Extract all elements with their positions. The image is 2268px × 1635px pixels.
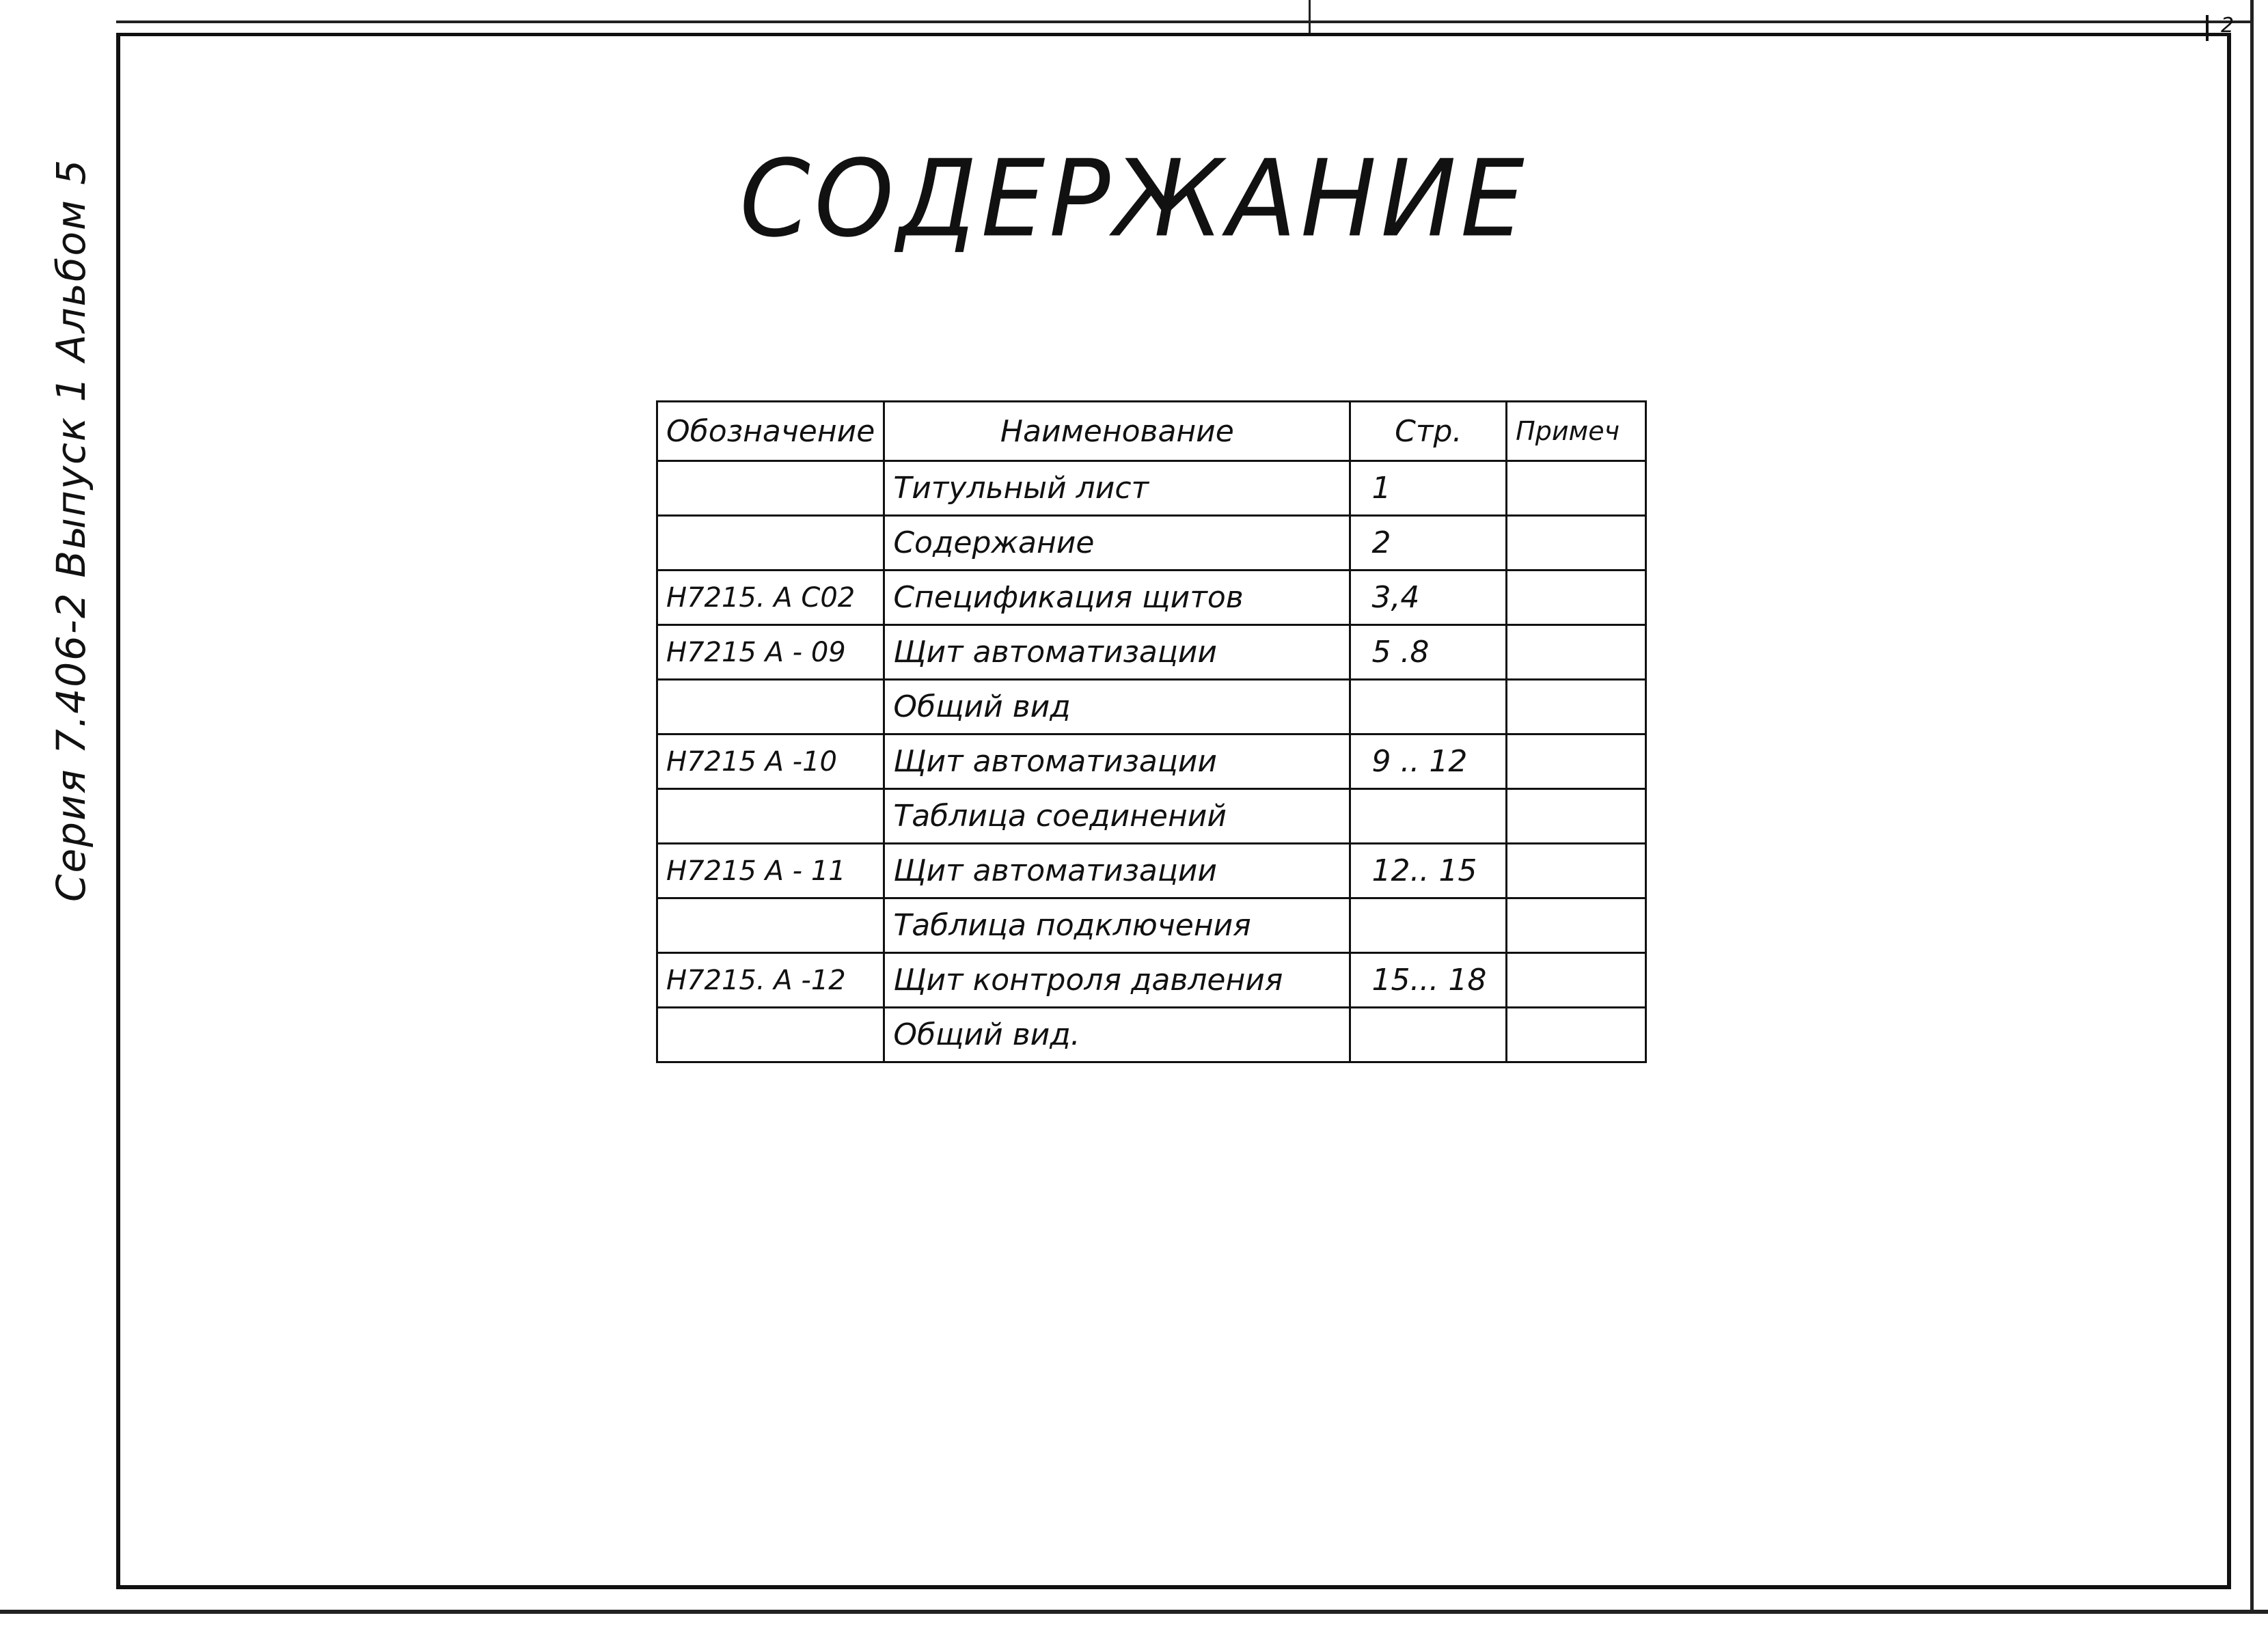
row-name: Общий вид <box>884 680 1350 734</box>
row-page: 5 .8 <box>1350 625 1507 680</box>
row-note <box>1507 516 1646 571</box>
page-title: СОДЕРЖАНИЕ <box>739 137 1529 261</box>
table-row <box>657 571 1646 625</box>
table-row <box>657 953 1646 1008</box>
table-row <box>657 1008 1646 1062</box>
table-row <box>657 461 1646 516</box>
table-header-row <box>657 402 1646 461</box>
row-code <box>657 461 884 516</box>
table-row <box>657 680 1646 734</box>
row-code: Н7215 А - 11 <box>657 844 884 898</box>
row-note <box>1507 844 1646 898</box>
row-code: Н7215 А - 09 <box>657 625 884 680</box>
sheet-top-border <box>116 20 2252 23</box>
row-name: Щит автоматизации <box>884 625 1350 680</box>
table-row <box>657 625 1646 680</box>
row-page <box>1350 789 1507 844</box>
row-page: 9 .. 12 <box>1350 734 1507 789</box>
row-note <box>1507 625 1646 680</box>
row-name: Общий вид. <box>884 1008 1350 1062</box>
row-code: Н7215 А -10 <box>657 734 884 789</box>
row-name: Щит автоматизации <box>884 734 1350 789</box>
row-name: Содержание <box>884 516 1350 571</box>
row-page <box>1350 680 1507 734</box>
table-row <box>657 844 1646 898</box>
row-name: Титульный лист <box>884 461 1350 516</box>
header-name: Наименование <box>884 402 1350 461</box>
header-note: Примеч <box>1507 402 1646 461</box>
row-note <box>1507 461 1646 516</box>
row-page: 12.. 15 <box>1350 844 1507 898</box>
row-note <box>1507 734 1646 789</box>
sheet-top-tick <box>1309 0 1311 33</box>
contents-table <box>656 400 1647 1063</box>
series-side-label: Серия 7.406-2 Выпуск 1 Альбом 5 <box>48 158 94 902</box>
row-note <box>1507 571 1646 625</box>
table-row <box>657 516 1646 571</box>
row-page <box>1350 898 1507 953</box>
row-name: Щит контроля давления <box>884 953 1350 1008</box>
sheet-bottom-border <box>0 1610 2268 1614</box>
row-page: 2 <box>1350 516 1507 571</box>
row-note <box>1507 953 1646 1008</box>
row-note <box>1507 1008 1646 1062</box>
row-page: 1 <box>1350 461 1507 516</box>
row-name: Таблица подключения <box>884 898 1350 953</box>
row-code <box>657 789 884 844</box>
row-code: Н7215. А С02 <box>657 571 884 625</box>
row-note <box>1507 898 1646 953</box>
row-note <box>1507 789 1646 844</box>
row-name: Спецификация щитов <box>884 571 1350 625</box>
row-code <box>657 1008 884 1062</box>
table-row <box>657 789 1646 844</box>
row-page <box>1350 1008 1507 1062</box>
row-page: 15... 18 <box>1350 953 1507 1008</box>
row-code: Н7215. А -12 <box>657 953 884 1008</box>
row-code <box>657 680 884 734</box>
row-name: Щит автоматизации <box>884 844 1350 898</box>
table-row <box>657 898 1646 953</box>
row-code <box>657 898 884 953</box>
row-name: Таблица соединений <box>884 789 1350 844</box>
row-note <box>1507 680 1646 734</box>
table-row <box>657 734 1646 789</box>
header-code: Обозначение <box>657 402 884 461</box>
row-page: 3,4 <box>1350 571 1507 625</box>
header-page: Стр. <box>1350 402 1507 461</box>
row-code <box>657 516 884 571</box>
sheet-number: 2 <box>2221 14 2235 38</box>
